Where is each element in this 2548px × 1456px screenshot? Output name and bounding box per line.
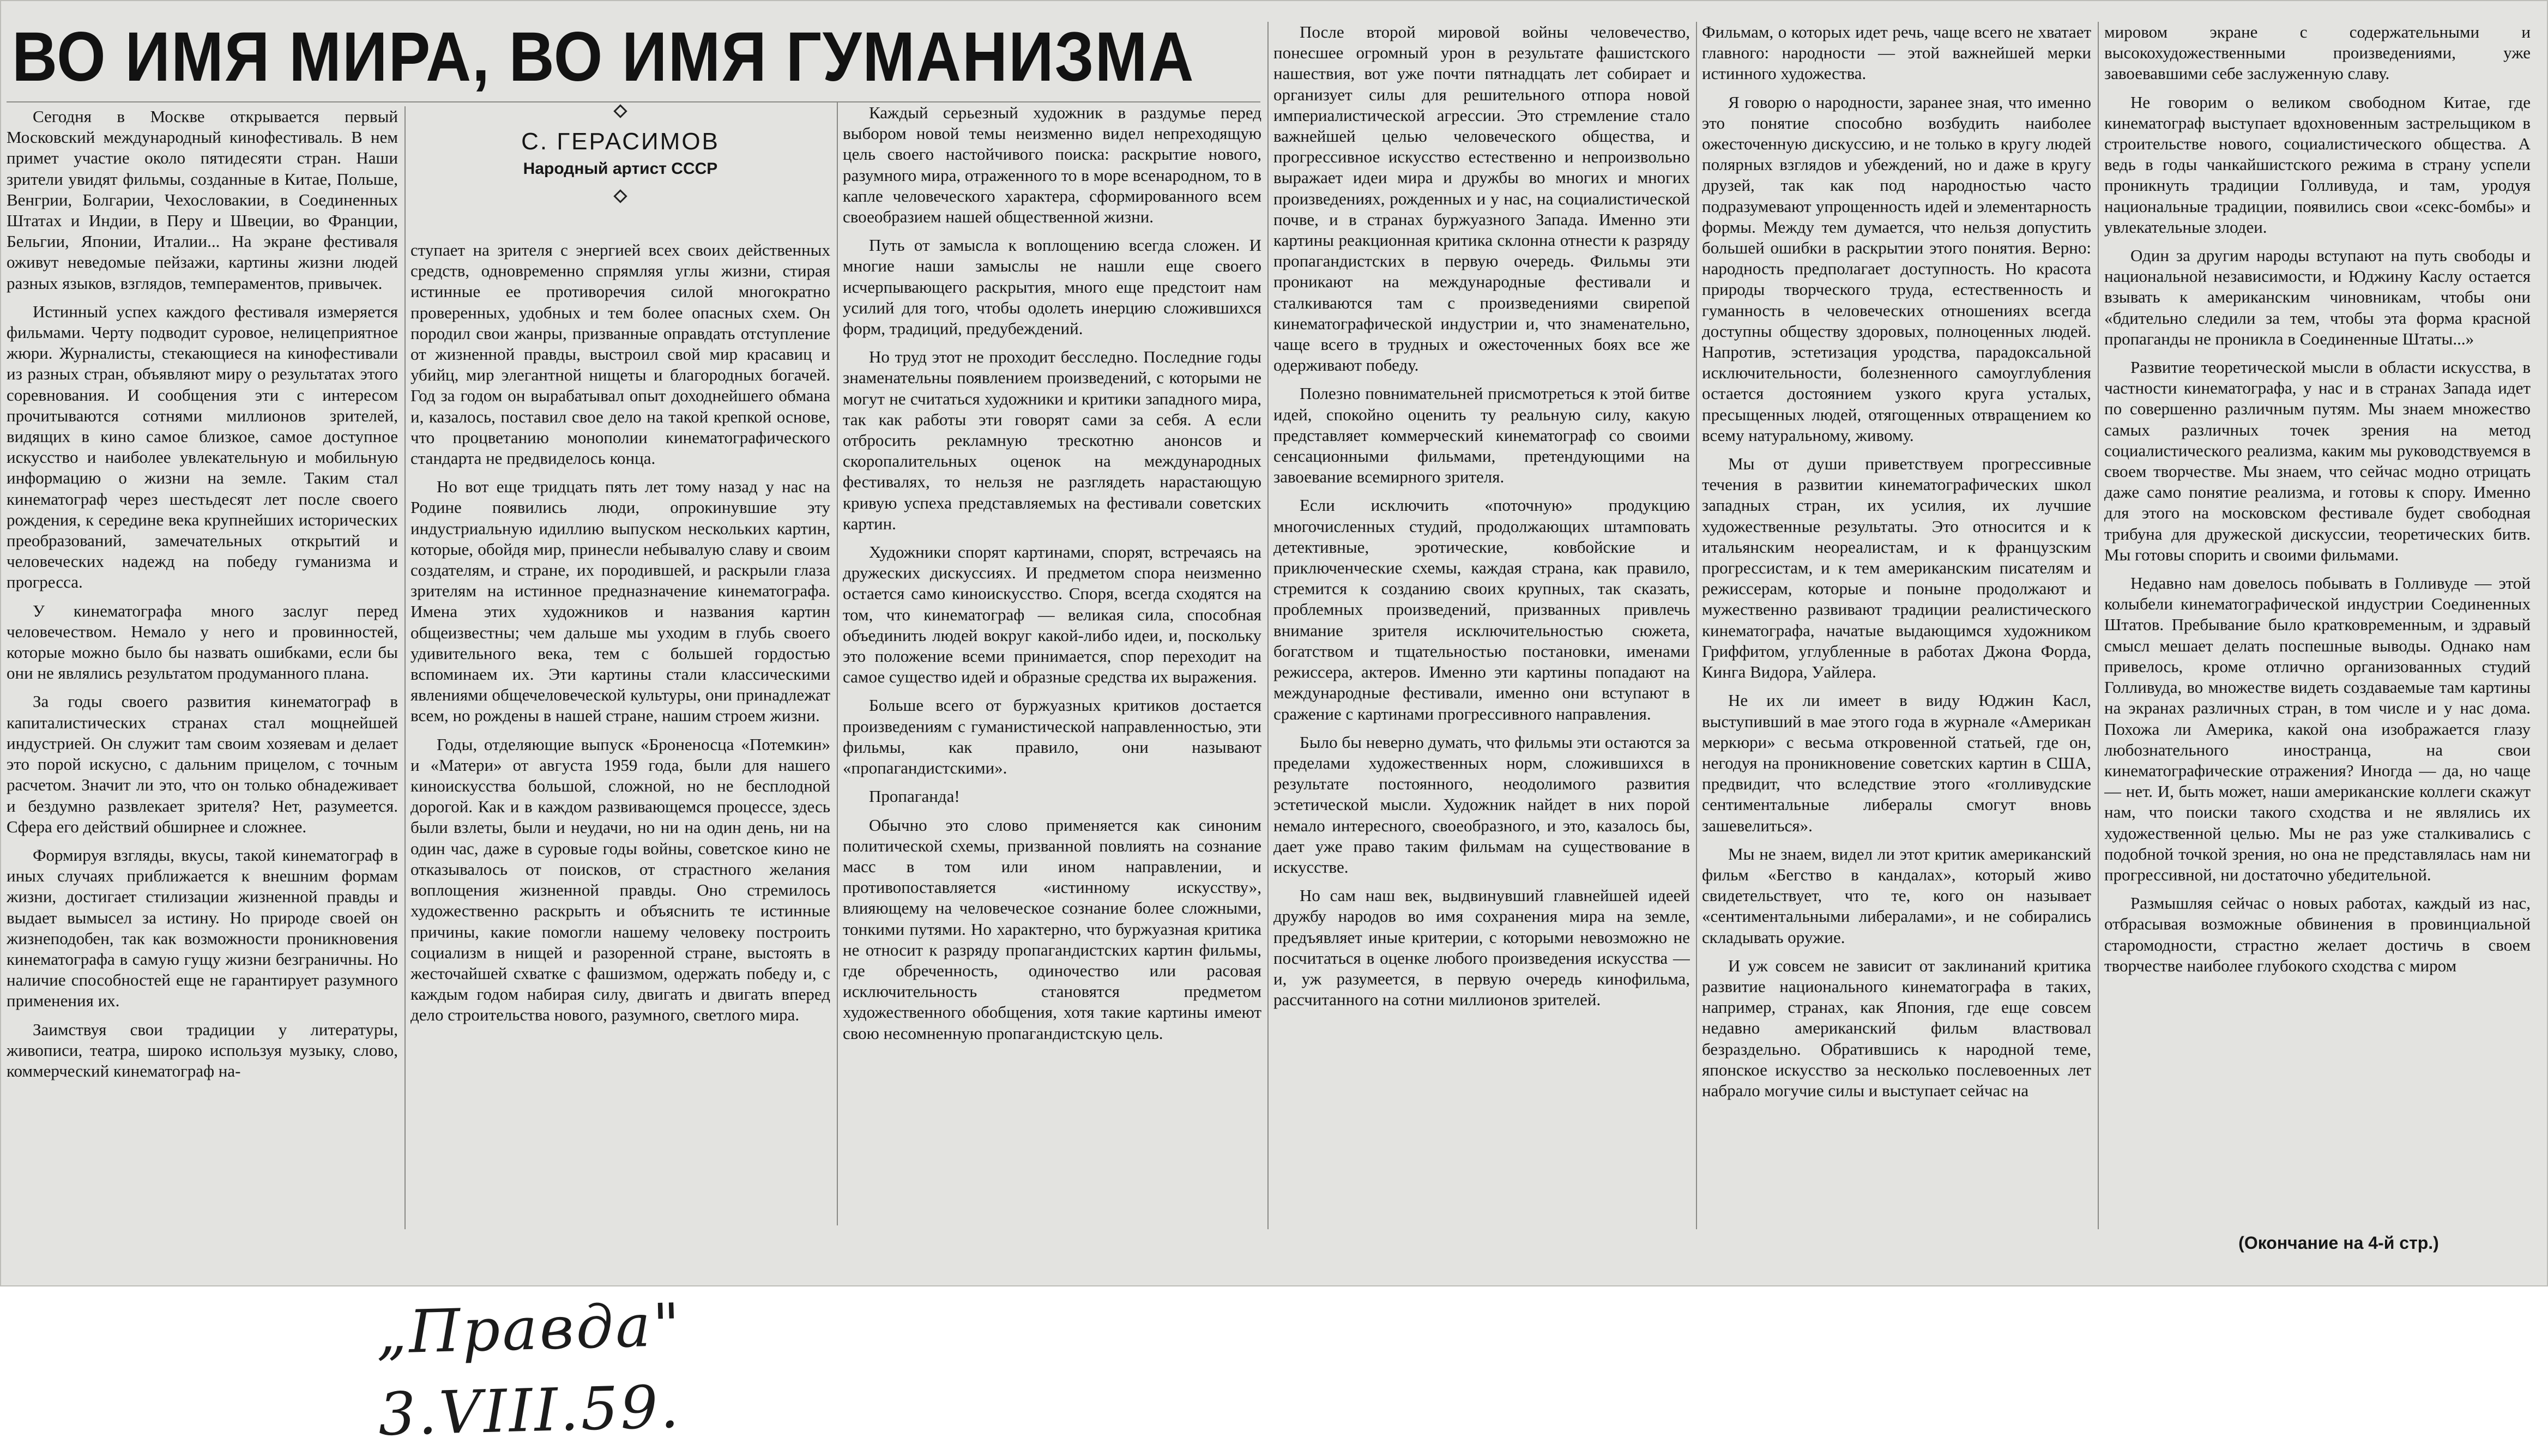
article-paragraph: ступает на зрителя с энергией всех своих действенных средств, одновременно спрямляя углы жизни, стирая истинные ее противоречия силой многократно проверенных, удобных и тем более опасных схем. Он породил свои жанры, призванные оправдать отступление от жизненной правды, выстроил свой мир красавиц и убийц, мир элегантной нищеты и благородных богачей. Год за годом он вырабатывал опыт доходнейшего обмана и, казалось, поставил свое дело на такой крепкой основе, что процветанию монополии кинематографического стандарта не предвиделось конца.: [410, 240, 830, 468]
diamond-ornament-icon: [613, 189, 627, 203]
article-paragraph: Но сам наш век, выдвинувший главнейшей идеей дружбу народов во имя сохранения мира на земле, предъявляет иные критерии, с которыми невозможно не посчитаться в оценке любого произведения искусства — и, уж разумеется, в первую очередь кинофильма, рассчитанного на сотни миллионов зрителей.: [1273, 886, 1690, 1010]
article-column-3: [843, 102, 1261, 1215]
article-paragraph: И уж совсем не зависит от заклинаний критика развитие национального кинематографа в таких, например, странах, как Япония, где еще совсем недавно американский фильм властвовал безраздельно. Обратившись к народной теме, японское искусство за несколько послевоенных лет набрало могучие силы и выступает сейчас на: [1702, 956, 2091, 1100]
article-paragraph: Но вот еще тридцать пять лет тому назад у нас на Родине появились люди, опрокинувшие эту индустриальную идиллию выпуском нескольких картин, которые, обойдя мир, принесли небывалую славу и своим создателям, и стране, их породившей, и раскрыли глаза зрителям на истинное предназначение кинематографа. Имена этих художников и названия картин общеизвестны; чем дальше мы уходим в глубь своего удивительного века, тем с большей гордостью вспоминаем их. Эти картины стали классическими явлениями общечеловеческой культуры, они принадлежат всем, но рождены в нашей стране, нашим строем жизни.: [410, 477, 830, 726]
article-paragraph: У кинематографа много заслуг перед человечеством. Немало у него и провинностей, которые можно было бы назвать ошибками, если бы они не являлись результатом продуманного плана.: [7, 601, 398, 683]
article-paragraph: мировом экране с содержательными и высокохудожественными произведениями, уже завоевавшими себе заслуженную славу.: [2104, 22, 2531, 83]
article-paragraph: Пропаганда!: [869, 787, 960, 806]
article-paragraph: После второй мировой войны человечество, понесшее огромный урон в результате фашистского нашествия, вот уже почти пятнадцать лет собирает и организует силы для решительного отпора новой империалистической агрессии. Это стремление стало важнейшей целью человеческого общества, и прогрессивное искусство естественно и непроизвольно выражает идеи мира и дружбы во многих и многих произведениях, рожденных и у нас, на социалистической почве, и в странах буржуазного Запада. Именно эти картины реакционная критика склонна отнести к разряду пропагандистских в первую очередь. Фильмы эти проникают на международные фестивали и сталкиваются там с произведениями свирепой кинематографической индустрии и, что знаменательно, чаще всего в трудных и ожесточенных боях все же одерживают победу.: [1273, 22, 1690, 375]
column-divider: [1696, 22, 1697, 1229]
article-paragraph: Путь от замысла к воплощению всегда сложен. И многие наши замыслы не нашли еще своего исчерпывающего раскрытия, много еще предстоит нам усилий для того, чтобы одолеть инерцию сложившихся форм, традиций, предубеждений.: [843, 235, 1261, 339]
column-divider: [837, 102, 838, 1225]
article-paragraph: Обычно это слово применяется как синоним политической схемы, призванной повлиять на сознание масс в том или ином направлении, и противопоставляется «истинному искусству», влияющему на человеческое сознание более сложными, тонкими путями. Но характерно, что буржуазная критика не относит к разряду пропагандистских картин фильмы, где обреченность, одиночество или расовая исключительность становятся предметом художественного обобщения, хотя такие картины имеют свою несомненную пропагандистскую цель.: [843, 815, 1261, 1043]
headline: ВО ИМЯ МИРА, ВО ИМЯ ГУМАНИЗМА: [12, 18, 1195, 96]
article-paragraph: Недавно нам довелось побывать в Голливуде — этой колыбели кинематографической индустрии Соединенных Штатов. Пребывание было кратковременным, и здравый смысл мешает делать поспешные выводы. Однако нам привелось, кроме отлично организованных студий Голливуда, во множестве видеть создаваемые там картины на экранах различных стран, в том числе и у нас дома. Похожа ли Америка, какой она изображается глазу любознательного иностранца, на свои кинематографические отражения? Иногда — да, но чаще — нет. И, быть может, наши американские коллеги скажут нам, что поиски такого сходства и не являлись их художественной целью. Мы не раз уже сталкивались с подобной точкой зрения, но она не представлялась нам ни прогрессивной, ни достаточно убедительной.: [2104, 573, 2531, 884]
author-title: Народный артист СССР: [523, 160, 718, 178]
article-paragraph: Было бы неверно думать, что фильмы эти остаются за пределами художественных норм, сложившихся в результате постоянного, неодолимого развития эстетической мысли. Художник найдет в них порой немало интересного, своеобразного, и это, казалось бы, дает уже право таким фильмам на существование в искусстве.: [1273, 732, 1690, 877]
headline-rule: [7, 101, 1260, 102]
article-paragraph: Если исключить «поточную» продукцию многочисленных студий, продолжающих штамповать детективные, эротические, ковбойские и приключенческие схемы, каждая страна, как правило, стремится к созданию своих крупных, так сказать, проблемных произведений, призванных привлечь внимание зрителя исключительностью сюжета, богатством и тщательностью постановки, именами режиссера, актеров. Именно эти картины попадают на международные фестивали, именно они вступают в сражение с картинами прогрессивного направления.: [1273, 496, 1690, 723]
article-column-6: [2104, 22, 2531, 1221]
column-divider: [404, 106, 406, 1229]
article-paragraph: Я говорю о народности, заранее зная, что именно это понятие способно возбудить наиболее ожесточенную дискуссию, и не только в кругу людей полярных взглядов и убеждений, но и даже в кругу друзей, так как под народностью часто подразумевают упрощенность идей и элементарность формы. Между тем думается, что нельзя допустить большей ошибки в раскрытии этого понятия. Верно: народность предполагает доступность. Но красота природы творческого труда, естественность и гуманность в человеческих отношениях всегда доступны обществу здоровых, полноценных людей. Напротив, эстетизация уродства, парадоксальной исключительности, болезненного самоуглубления остается достоянием узкого круга усталых, пресыщенных людей, отягощенных отвращением ко всему натуральному, живому.: [1702, 92, 2091, 445]
article-paragraph: Не их ли имеет в виду Юджин Касл, выступивший в мае этого года в журнале «Американ меркюри» с весьма откровенной статьей, где он, негодуя на проникновение советских картин в США, предвидит, что вследствие этого «голливудские сентиментальные либералы смогут вновь зашевелиться».: [1702, 691, 2091, 835]
diamond-ornament-icon: [613, 104, 627, 118]
article-column-1: [7, 106, 398, 1229]
byline: [410, 106, 830, 237]
continued-note: (Окончание на 4-й стр.): [2238, 1233, 2439, 1253]
handwritten-source-note: „Правда" 3.VIII.59.: [375, 1291, 683, 1449]
article-paragraph: Но труд этот не проходит бесследно. Последние годы знаменательны появлением произведений, с которыми не могут не считаться художники и критики западного мира, так как работы эти говорят сами за себя. А если отбросить рекламную трескотню анонсов и скоропалительных оценок на международных фестивалях, то нельзя не разглядеть нарастающую кривую успеха представляемых на фестивали советских картин.: [843, 347, 1261, 533]
article-paragraph: Формируя взгляды, вкусы, такой кинематограф в иных случаях приближается к внешним формам жизни, достигает стилизации жизненной правды и выдает вымысел за истину. Но природе своей он жизнеподобен, так как возможности проникновения кинематографа в самую гущу жизни безграничны. Но наличие способностей еще не гарантирует разумного применения их.: [7, 845, 398, 1011]
article-paragraph: Полезно повнимательней присмотреться к этой битве идей, спокойно оценить ту реальную силу, какую представляет коммерческий кинематограф со своими сенсационными фильмами, претендующими на завоевание всемирного зрителя.: [1273, 384, 1690, 487]
article-paragraph: Мы от души приветствуем прогрессивные течения в развитии кинематографических школ западных стран, их усилия, их лучшие художественные результаты. Это относится и к итальянским неореалистам, и к французским прогрессистам, и к тем американским писателям и режиссерам, которые и поныне продолжают и мужественно развивают традиции реалистического кинематографа, начатые выдающимся художником Гриффитом, углубленные в работах Джона Форда, Кинга Видора, Уайлера.: [1702, 454, 2091, 682]
article-paragraph: Развитие теоретической мысли в области искусства, в частности кинематографа, у нас и в странах Запада идет по совершенно различным путям. Мы знаем множество самых различных точек зрения на метод социалистического реализма, каким мы руководствуемся в своем творчестве. Мы знаем, что сейчас модно отрицать даже само понятие реализма, и готовы к спору. Именно для этого на московском фестивале будет свободная трибуна для дружеской дискуссии, теоретических битв. Мы готовы спорить и своими фильмами.: [2104, 358, 2531, 564]
article-paragraph: Больше всего от буржуазных критиков достается произведениям с гуманистической направленностью, эти фильмы, как правило, они называют «пропагандистскими».: [843, 696, 1261, 778]
article-paragraph: Каждый серьезный художник в раздумье перед выбором новой темы неизменно видел непреходящую цель своего настойчивого поиска: раскрытие нового, разумного мира, отраженного то в море всенародном, то в капле человеческого характера, сформированного всем своеобразием нашей общественной жизни.: [843, 103, 1261, 227]
article-paragraph: Не говорим о великом свободном Китае, где кинематограф выступает вдохновенным застрельщиком в строительстве нового, социалистического общества. А ведь в годы чанкайшистского режима в страну успели проникнуть традиции Голливуда, и там, уродуя национальные традиции, появились свои «секс-бомбы» и увлекательные злодеи.: [2104, 92, 2531, 237]
article-paragraph: Фильмам, о которых идет речь, чаще всего не хватает главного: народности — этой важнейшей мерки истинного художества.: [1702, 22, 2091, 83]
article-column-2: [410, 240, 830, 1229]
article-paragraph: Размышляя сейчас о новых работах, каждый из нас, отбрасывая возможные обвинения в провинциальной старомодности, страстно желает достичь в своем творчестве наиболее глубокого сходства с миром: [2104, 893, 2531, 975]
article-paragraph: Сегодня в Москве открывается первый Московский международный кинофестиваль. В нем примет участие около пятидесяти стран. Наши зрители увидят фильмы, созданные в Китае, Польше, Венгрии, Болгарии, Чехословакии, в Соединенных Штатах и Индии, в Перу и Швеции, во Франции, Бельгии, Японии, Италии... На экране фестиваля оживут неведомые пейзажи, картины жизни людей разных языков, взглядов, темпераментов, привычек.: [7, 107, 398, 293]
article-paragraph: Заимствуя свои традиции у литературы, живописи, театра, широко используя музыку, слово, коммерческий кинематограф на-: [7, 1019, 398, 1080]
article-column-5: [1702, 22, 2091, 1229]
article-paragraph: Художники спорят картинами, спорят, встречаясь на дружеских дискуссиях. И предметом спора неизменно остается само киноискусство. Споря, всегда сходятся на том, что кинематограф — великая сила, способная объединить людей вокруг какой-либо идеи, и, поскольку это положение всеми принимается, спор переходит на самое существо идей и образные средства их выражения.: [843, 542, 1261, 687]
column-divider: [2098, 22, 2099, 1229]
article-paragraph: Истинный успех каждого фестиваля измеряется фильмами. Черту подводит суровое, нелицеприятное жюри. Журналисты, стекающиеся на кинофестивали из разных стран, объявляют миру о результатах этого соревнования. И сообщения эти с интересом прочитываются сотнями миллионов зрителей, видящих в кино самое близкое, самое доступное искусство и наиболее увлекательную и мобильную информацию о жизни на земле. Таким стал кинематограф через шестьдесят лет после своего рождения, к середине века крупнейших исторических преобразований, замечательных открытий и человеческих надежд на победу гуманизма и прогресса.: [7, 301, 398, 592]
article-paragraph: Мы не знаем, видел ли этот критик американский фильм «Бегство в кандалах», который живо свидетельствует, что те, кого он называет «сентиментальными либералами», и не собирались складывать оружие.: [1702, 844, 2091, 947]
article-paragraph: Один за другим народы вступают на путь свободы и национальной независимости, и Юджину Каслу остается взывать к американским чиновникам, чтобы они «бдительно следили за тем, чтобы эта форма красной пропаганды не проникла в Соединенные Штаты...»: [2104, 246, 2531, 348]
article-paragraph: Годы, отделяющие выпуск «Броненосца «Потемкин» и «Матери» от августа 1959 года, были для нашего киноискусства большой, сложной, но не бесплодной дорогой. Как и в каждом развивающемся процессе, здесь были взлеты, были и неудачи, но ни на один день, ни на один час, даже в суровые годы войны, советское кино не отказывалось от поисков, от страстного желания воплощения жизненной правды. Оно стремилось художественно раскрыть и объяснить те истинные причины, какие помогли нашему человеку построить социализм в нищей и разоренной стране, выстоять в жесточайшей схватке с фашизмом, одержать победу и, с каждым годом набирая силу, двигать и двигать вперед дело строительства нового, разумного, светлого мира.: [410, 734, 830, 1025]
column-divider: [1267, 22, 1269, 1229]
author-name: С. ГЕРАСИМОВ: [521, 128, 720, 155]
article-paragraph: За годы своего развития кинематограф в капиталистических странах стал мощнейшей индустрией. Он служит там своим хозяевам и делает это порой искусно, с дальним прицелом, с точным расчетом. Значит ли это, что он только обнадеживает и бездумно развлекает зрителя? Нет, разумеется. Сфера его действий обширнее и сложнее.: [7, 692, 398, 836]
article-column-4: [1273, 22, 1690, 1229]
